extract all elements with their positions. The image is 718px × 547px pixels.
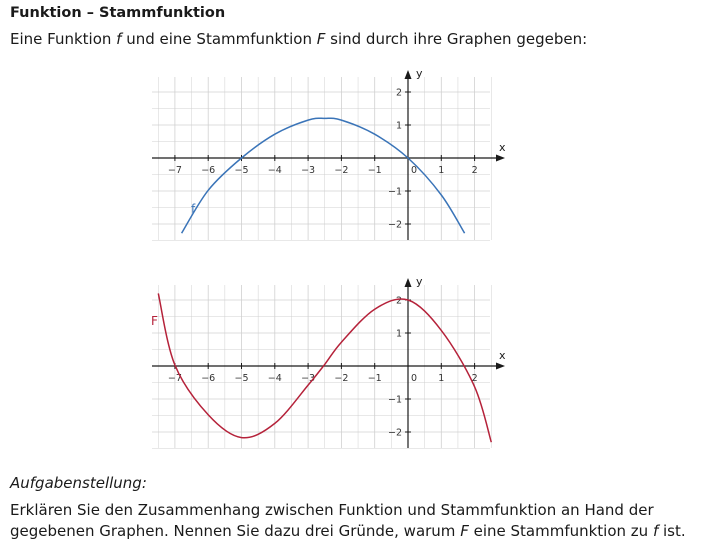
F-y-tick-label: −1 xyxy=(387,394,402,406)
graph-F xyxy=(0,270,718,455)
intro-f: f xyxy=(116,30,122,48)
intro-part-1: Eine Funktion xyxy=(10,30,117,48)
f-x-tick-label: −7 xyxy=(167,165,182,176)
f-y-tick-label: −1 xyxy=(387,186,402,198)
F-y-axis-label: y xyxy=(416,275,423,288)
intro-text xyxy=(10,30,587,48)
F-x-tick-label: 0 xyxy=(410,373,418,384)
F-y-tick-label: −2 xyxy=(387,427,402,439)
intro-F: F xyxy=(316,30,326,48)
intro-part-2: und eine Stammfunktion xyxy=(121,30,317,48)
f-x-tick-label: −3 xyxy=(301,165,316,176)
F-x-tick-label: −1 xyxy=(367,373,382,384)
intro-part-3: sind durch ihre Graphen gegeben: xyxy=(325,30,588,48)
F-x-tick-label: −3 xyxy=(301,373,316,384)
F-x-tick-label: 1 xyxy=(438,373,445,384)
f-y-axis-label: y xyxy=(416,67,423,80)
f-curve-label: f xyxy=(191,202,196,216)
F-x-tick-label: −6 xyxy=(201,373,216,384)
graph-f xyxy=(0,62,718,247)
f-x-tick-label: 0 xyxy=(410,165,418,176)
task-text xyxy=(10,500,715,542)
f-y-tick-label: 1 xyxy=(395,120,402,132)
f-y-tick-label: −2 xyxy=(387,219,402,231)
f-x-tick-label: −4 xyxy=(267,165,282,176)
F-x-axis-label: x xyxy=(499,349,506,362)
f-y-axis-arrow xyxy=(405,70,412,79)
F-x-tick-label: −5 xyxy=(234,373,249,384)
F-x-axis-arrow xyxy=(496,363,505,370)
f-x-tick-label: −1 xyxy=(367,165,382,176)
F-x-tick-label: −7 xyxy=(167,373,182,384)
F-y-axis-arrow xyxy=(405,278,412,287)
f-x-tick-label: 1 xyxy=(438,165,445,176)
f-x-tick-label: 2 xyxy=(471,165,478,176)
f-x-tick-label: −2 xyxy=(334,165,349,176)
task-f: f xyxy=(652,522,659,540)
task-part-2: eine Stammfunktion zu xyxy=(468,522,653,540)
F-x-tick-label: 2 xyxy=(471,373,478,384)
task-part-3: ist. xyxy=(658,522,686,540)
f-y-tick-label: 2 xyxy=(395,87,402,99)
F-y-tick-label: 1 xyxy=(395,328,402,340)
f-curve xyxy=(182,118,465,233)
F-y-tick-label: 2 xyxy=(395,295,402,307)
f-x-axis-label: x xyxy=(499,141,506,154)
task-F: F xyxy=(460,522,469,540)
F-curve-label: F xyxy=(151,314,158,328)
task-part-1: Erklären Sie den Zusammenhang zwischen Funktion und Stammfunktion an Hand der gegebenen Graphen. Nennen Sie dazu drei Gründe, warum xyxy=(10,501,654,540)
f-x-tick-label: −6 xyxy=(201,165,216,176)
task-heading: Aufgabenstellung: xyxy=(10,474,147,492)
f-x-axis-arrow xyxy=(496,155,505,162)
F-x-tick-label: −2 xyxy=(334,373,349,384)
f-x-tick-label: −5 xyxy=(234,165,249,176)
F-x-tick-label: −4 xyxy=(267,373,282,384)
page-title: Funktion – Stammfunktion xyxy=(10,5,226,21)
